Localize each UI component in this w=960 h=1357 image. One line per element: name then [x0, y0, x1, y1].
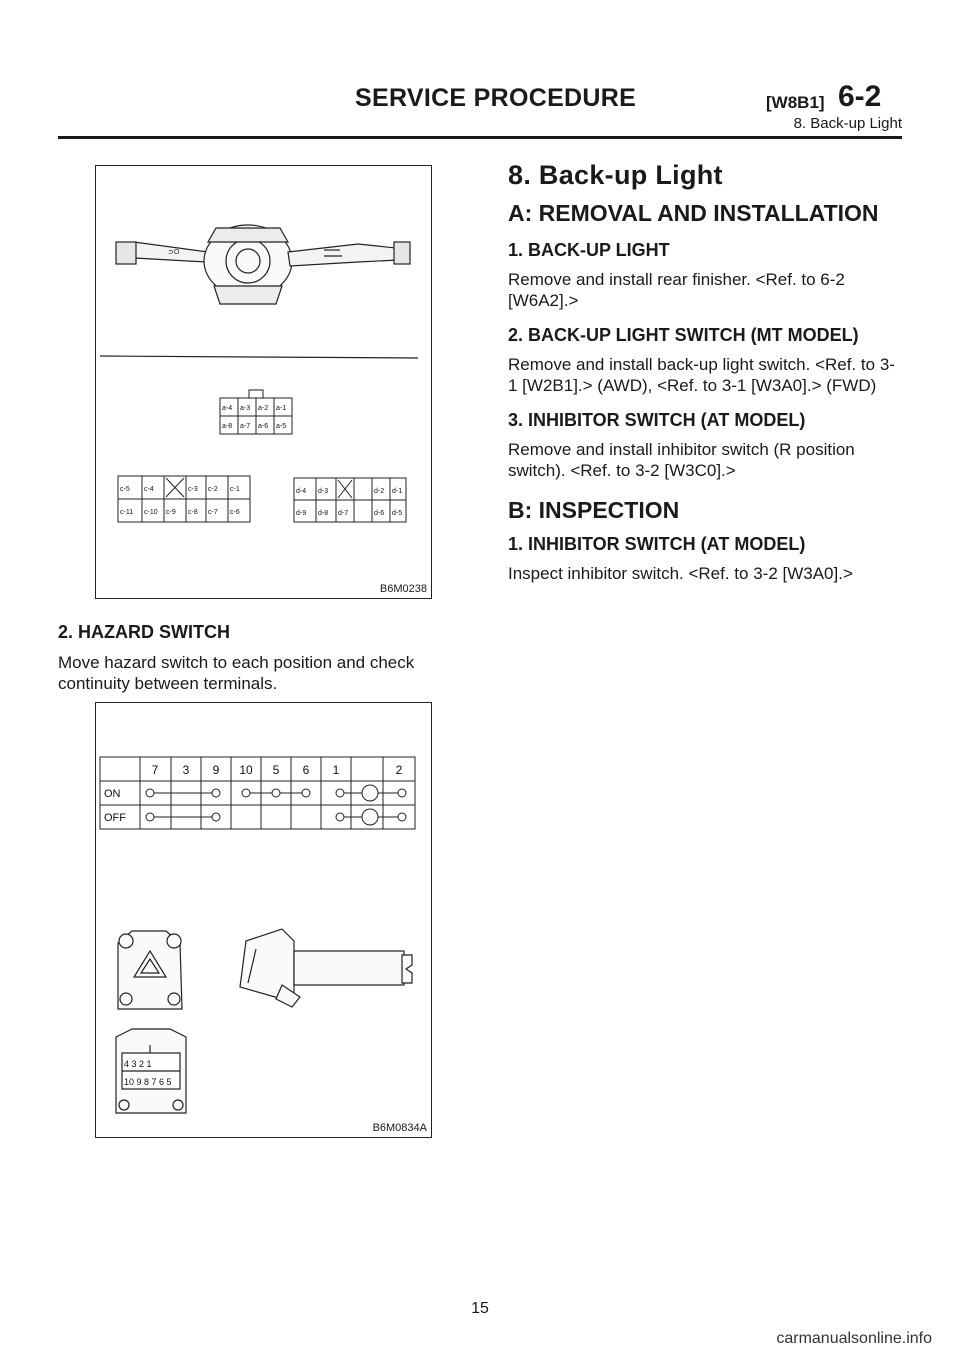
hazard-text: Move hazard switch to each position and check continuity between terminals. — [58, 653, 415, 693]
pin-label: c-4 — [144, 486, 154, 493]
pin-label: c-9 — [166, 509, 176, 516]
item-a1-text: Remove and install rear finisher. <Ref. to 6-2 [W6A2].> — [508, 270, 845, 310]
hazard-switch-side-illustration — [240, 929, 412, 1007]
page-header-subtitle: 8. Back-up Light — [793, 115, 902, 132]
hazard-section — [58, 622, 458, 694]
watermark: carmanualsonline.info — [776, 1330, 932, 1347]
pin-label: a-4 — [222, 405, 233, 412]
switch-assembly-illustration — [116, 225, 410, 304]
item-a1-title: 1. BACK-UP LIGHT — [508, 240, 670, 260]
hazard-connector-illustration — [116, 1029, 186, 1113]
pin-label: c-2 — [208, 486, 218, 493]
hazard-switch-drawing — [96, 703, 431, 1137]
pin-label: d-1 — [392, 488, 403, 495]
subsection-a-title: A: REMOVAL AND INSTALLATION — [508, 200, 879, 226]
hazard-switch-front-illustration — [118, 931, 182, 1009]
pin-label: c-3 — [188, 486, 198, 493]
page-header-title: SERVICE PROCEDURE — [355, 84, 637, 112]
pin-label: a-7 — [240, 423, 251, 430]
svg-text:⊃O: ⊃O — [168, 249, 180, 256]
row-label-on: ON — [104, 788, 121, 800]
section-title: 8. Back-up Light — [508, 160, 723, 190]
pin-label: c-11 — [120, 509, 134, 516]
pin-label: d-8 — [318, 510, 329, 517]
figure-combination-switch — [95, 165, 432, 599]
column-header: 1 — [332, 763, 340, 777]
figure-hazard-switch — [95, 702, 432, 1138]
pin-label: c-10 — [144, 509, 158, 516]
pin-label: c-7 — [208, 509, 218, 516]
section-8 — [508, 160, 903, 584]
column-header: 10 — [239, 763, 253, 777]
column-header: 7 — [151, 763, 159, 777]
page-header-section: 6-2 — [838, 80, 882, 113]
column-header: 6 — [302, 763, 310, 777]
item-a2-title: 2. BACK-UP LIGHT SWITCH (MT MODEL) — [508, 325, 859, 345]
pin-label: a-1 — [276, 405, 287, 412]
pin-label: a-6 — [258, 423, 269, 430]
figure-id: B6M0238 — [379, 583, 427, 595]
pin-label: d-9 — [296, 510, 307, 517]
item-a3-title: 3. INHIBITOR SWITCH (AT MODEL) — [508, 410, 806, 430]
pin-label: c-1 — [230, 486, 240, 493]
page-header-code: [W8B1] — [766, 93, 825, 112]
combination-switch-drawing — [96, 166, 431, 598]
item-a3-text: Remove and install inhibitor switch (R position switch). <Ref. to 3-2 [W3C0].> — [508, 440, 855, 480]
pin-label: a-8 — [222, 423, 233, 430]
page-number: 15 — [471, 1300, 489, 1317]
header-rule — [58, 136, 902, 139]
pin-label: d-4 — [296, 488, 307, 495]
pin-label: c-5 — [120, 486, 130, 493]
figure-id: B6M0834A — [372, 1122, 427, 1134]
column-header: 2 — [395, 763, 403, 777]
pin-label: c-8 — [188, 509, 198, 516]
pin-label: d-2 — [374, 488, 385, 495]
pin-label: d-5 — [392, 510, 403, 517]
connector-pins-bottom: 10 9 8 7 6 5 — [124, 1077, 172, 1087]
pin-label: a-5 — [276, 423, 287, 430]
hazard-heading: 2. HAZARD SWITCH — [58, 622, 230, 642]
pin-label: d-3 — [318, 488, 329, 495]
connector-pins-top: 4 3 2 1 — [124, 1059, 152, 1069]
row-label-off: OFF — [104, 812, 126, 824]
column-header: 5 — [272, 763, 280, 777]
subsection-b-title: B: INSPECTION — [508, 497, 680, 523]
column-header: 9 — [212, 763, 220, 777]
item-a2-text: Remove and install back-up light switch. <Ref. to 3-1 [W2B1].> (AWD), <Ref. to 3-1 [W3A0].> (FWD) — [508, 355, 895, 395]
pin-label: a-3 — [240, 405, 251, 412]
pin-label: a-2 — [258, 405, 269, 412]
pin-label: c-6 — [230, 509, 240, 516]
item-b1-title: 1. INHIBITOR SWITCH (AT MODEL) — [508, 534, 806, 554]
column-header: 3 — [182, 763, 190, 777]
item-b1-text: Inspect inhibitor switch. <Ref. to 3-2 [W3A0].> — [508, 564, 853, 583]
pin-label: d-7 — [338, 510, 349, 517]
pin-label: d-6 — [374, 510, 385, 517]
